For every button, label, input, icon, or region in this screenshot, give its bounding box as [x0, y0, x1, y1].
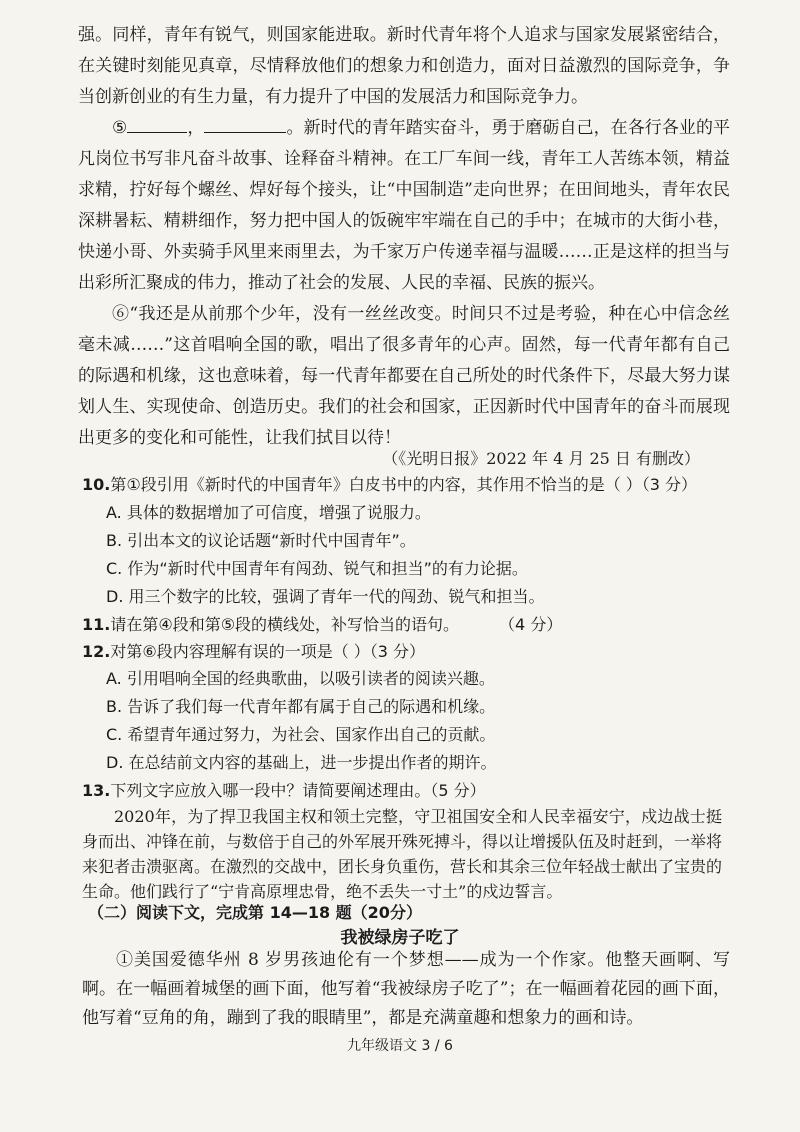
question-stem: 对第⑥段内容理解有误的一项是（ ）（3 分）: [110, 642, 426, 661]
question-number: 13.: [82, 781, 111, 800]
question-stem: 请在第④段和第⑤段的横线处，补写恰当的语句。: [110, 615, 460, 634]
question-13: [82, 780, 722, 802]
option-10-b[interactable]: B. 引出本文的议论话题“新时代中国青年”。: [106, 531, 416, 550]
question-number: 10.: [82, 475, 111, 494]
question-stem: 下列文字应放入哪一段中？请简要阐述理由。（5 分）: [110, 781, 486, 800]
question-score: （4 分）: [499, 615, 563, 634]
question-12: [82, 641, 722, 663]
option-10-c[interactable]: C. 作为“新时代中国青年有闯劲、锐气和担当”的有力论据。: [106, 559, 528, 578]
question-number: 12.: [82, 642, 111, 661]
question-number: 11.: [82, 615, 111, 634]
option-10-a[interactable]: A. 具体的数据增加了可信度，增强了说服力。: [106, 503, 431, 522]
article-paragraph-5: [78, 113, 730, 299]
article-paragraph-6: ⑥“我还是从前那个少年，没有一丝丝改变。时间只不过是考验，种在心中信念丝毫未减……”这首唱响全国的歌，唱出了很多青年的心声。固然，每一代青年都有自己的际遇和机缘，这也意味着，每一代青年都要在自己所处的时代条件下，尽最大努力谋划人生、实现使命、创造历史。我们的社会和国家，正因新时代中国青年的奋斗而展现出更多的变化和可能性，让我们拭目以待！: [78, 304, 730, 448]
option-12-d[interactable]: D. 在总结前文内容的基础上，进一步提出作者的期许。: [106, 753, 497, 772]
option-12-b[interactable]: B. 告诉了我们每一代青年都有属于自己的际遇和机缘。: [106, 697, 496, 716]
question-13-passage: 2020年，为了捍卫我国主权和领土完整，守卫祖国安全和人民幸福安宁，戍边战士挺身而出、冲锋在前，与数倍于自己的外军展开殊死搏斗，得以让增援队伍及时赶到，一举将来犯者击溃驱离。在激烈的交战中，团长身负重伤，营长和其余三位年轻战士献出了宝贵的生命。他们践行了“宁肯高原埋忠骨，绝不丢失一寸土”的戍边誓言。: [82, 807, 723, 901]
article-paragraph-5-text: 。新时代的青年踏实奋斗，勇于磨砺自己，在各行各业的平凡岗位书写非凡奋斗故事、诠释奋斗精神。在工厂车间一线，青年工人苦练本领，精益求精，拧好每个螺丝、焊好每个接头，让“中国制造”走向世界；在田间地头，青年农民深耕暑耘、精耕细作，努力把中国人的饭碗牢牢端在自己的手中；在城市的大街小巷，快递小哥、外卖骑手风里来雨里去，为千家万户传递幸福与温暖……正是这样的担当与出彩所汇聚成的伟力，推动了社会的发展、人民的幸福、民族的振兴。: [78, 118, 731, 293]
article-paragraph-continued: 强。同样，青年有锐气，则国家能进取。新时代青年将个人追求与国家发展紧密结合，在关键时刻能见真章，尽情释放他们的想象力和创造力，面对日益激烈的国际竞争，争当创新创业的有生力量，有力提升了中国的发展活力和国际竞争力。: [78, 25, 730, 107]
answer-blank-1[interactable]: [127, 114, 187, 133]
paragraph-marker: ⑤: [112, 118, 128, 138]
option-12-a[interactable]: A. 引用唱响全国的经典歌曲，以吸引读者的阅读兴趣。: [106, 669, 495, 688]
question-10: [82, 474, 722, 496]
section-2-heading: （二）阅读下文，完成第 14—18 题（20分）: [88, 903, 422, 922]
option-12-c[interactable]: C. 希望青年通过努力，为社会、国家作出自己的贡献。: [106, 725, 496, 744]
page-footer: 九年级语文 3 / 6: [347, 1038, 453, 1054]
story-title: 我被绿房子吃了: [340, 928, 460, 948]
question-11: [82, 614, 722, 636]
option-10-d[interactable]: D. 用三个数字的比较，强调了青年一代的闯劲、锐气和担当。: [106, 587, 545, 606]
comma-separator: ，: [187, 118, 205, 138]
question-stem: 第①段引用《新时代的中国青年》白皮书中的内容，其作用不恰当的是（ ）（3 分）: [110, 475, 698, 494]
article-source: （《光明日报》2022 年 4 月 25 日 有删改）: [382, 449, 700, 468]
story-paragraph-1: ①美国爱德华州 8 岁男孩迪伦有一个梦想——成为一个作家。他整天画啊、写啊。在一幅画着城堡的画下面，他写着“我被绿房子吃了”；在一幅画着花园的画下面，他写着“豆角的角，蹦到了我的眼睛里”，都是充满童趣和想象力的画和诗。: [82, 950, 730, 1028]
answer-blank-2[interactable]: [204, 114, 286, 133]
